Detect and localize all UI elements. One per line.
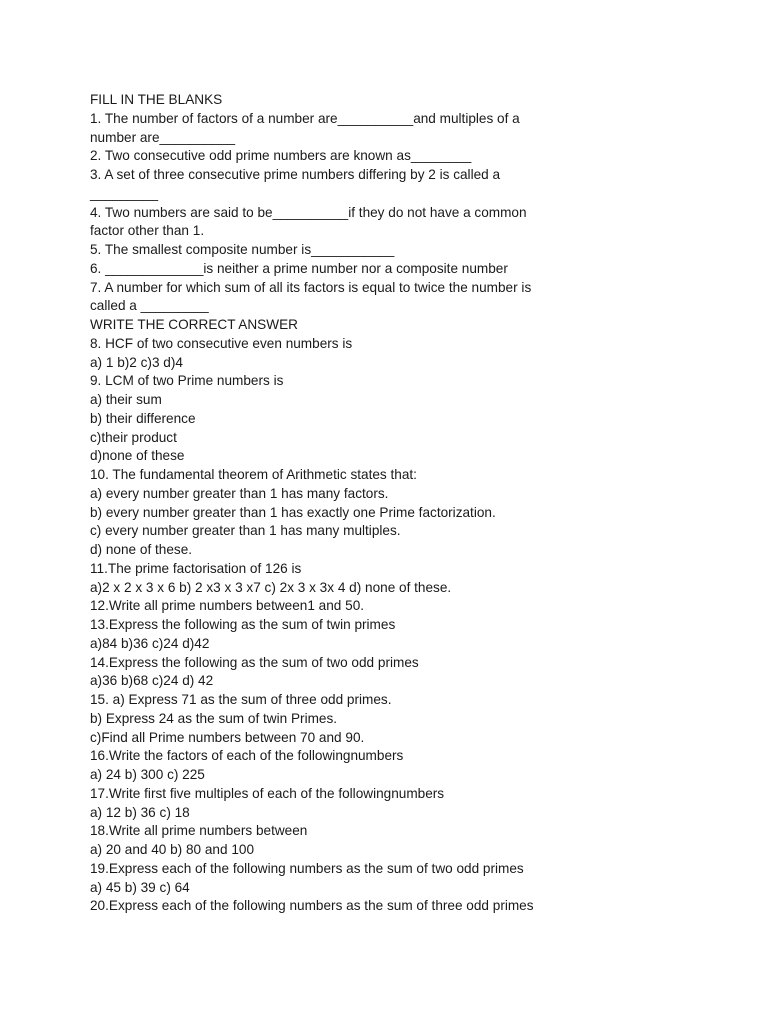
- question-1-line-2: number are__________: [90, 129, 236, 145]
- question-10: 10. The fundamental theorem of Arithmetic states that:: [90, 467, 417, 482]
- question-3-line-1: 3. A set of three consecutive prime numbers differing by 2 is called a: [90, 167, 501, 182]
- question-13-parts: a)84 b)36 c)24 d)42: [90, 635, 210, 651]
- question-15-part-c: c)Find all Prime numbers between 70 and 90.: [90, 729, 365, 745]
- question-5: 5. The smallest composite number is___________: [90, 242, 395, 257]
- question-16: 16.Write the factors of each of the followingnumbers: [90, 748, 404, 764]
- question-11: 11.The prime factorisation of 126 is: [90, 560, 302, 576]
- question-8: 8. HCF of two consecutive even numbers is: [90, 335, 353, 351]
- question-12: 12.Write all prime numbers between1 and 50.: [90, 598, 365, 614]
- question-10-option-b: b) every number greater than 1 has exactly one Prime factorization.: [90, 504, 496, 520]
- document-body: [90, 91, 560, 916]
- question-19: 19.Express each of the following numbers as the sum of two odd primes: [90, 860, 524, 876]
- section-heading-fill-blanks: FILL IN THE BLANKS: [90, 92, 223, 107]
- question-20: 20.Express each of the following numbers as the sum of three odd primes: [90, 898, 534, 914]
- question-4-line-2: factor other than 1.: [90, 223, 205, 239]
- question-13: 13.Express the following as the sum of twin primes: [90, 617, 396, 632]
- question-8-options: a) 1 b)2 c)3 d)4: [90, 354, 183, 370]
- question-16-parts: a) 24 b) 300 c) 225: [90, 767, 205, 782]
- question-3-line-2: _________: [90, 185, 159, 201]
- question-1-line-1: 1. The number of factors of a number are__________and multiples of a: [90, 110, 520, 126]
- question-11-options: a)2 x 2 x 3 x 6 b) 2 x3 x 3 x7 c) 2x 3 x 3x 4 d) none of these.: [90, 579, 452, 595]
- question-7-line-1: 7. A number for which sum of all its factors is equal to twice the number is: [90, 279, 532, 295]
- question-6: 6. _____________is neither a prime number nor a composite number: [90, 260, 508, 276]
- question-17-parts: a) 12 b) 36 c) 18: [90, 804, 190, 820]
- question-10-option-c: c) every number greater than 1 has many multiples.: [90, 523, 401, 539]
- question-15-part-b: b) Express 24 as the sum of twin Primes.: [90, 710, 338, 726]
- question-2: 2. Two consecutive odd prime numbers are known as________: [90, 148, 472, 164]
- question-18: 18.Write all prime numbers between: [90, 823, 308, 839]
- question-17: 17.Write first five multiples of each of the followingnumbers: [90, 785, 445, 801]
- question-18-parts: a) 20 and 40 b) 80 and 100: [90, 842, 255, 857]
- question-9-option-a: a) their sum: [90, 392, 162, 407]
- question-9-option-c: c)their product: [90, 429, 177, 445]
- question-14: 14.Express the following as the sum of two odd primes: [90, 654, 419, 670]
- question-15-part-a: 15. a) Express 71 as the sum of three odd primes.: [90, 692, 392, 707]
- question-7-line-2: called a _________: [90, 298, 209, 314]
- question-14-parts: a)36 b)68 c)24 d) 42: [90, 673, 214, 689]
- question-9-option-b: b) their difference: [90, 410, 196, 426]
- question-19-parts: a) 45 b) 39 c) 64: [90, 879, 190, 895]
- question-9-option-d: d)none of these: [90, 448, 185, 464]
- section-heading-correct-answer: WRITE THE CORRECT ANSWER: [90, 317, 298, 332]
- question-10-option-d: d) none of these.: [90, 542, 193, 557]
- question-10-option-a: a) every number greater than 1 has many factors.: [90, 485, 389, 501]
- question-4-line-1: 4. Two numbers are said to be__________if they do not have a common: [90, 204, 527, 220]
- question-9: 9. LCM of two Prime numbers is: [90, 373, 284, 389]
